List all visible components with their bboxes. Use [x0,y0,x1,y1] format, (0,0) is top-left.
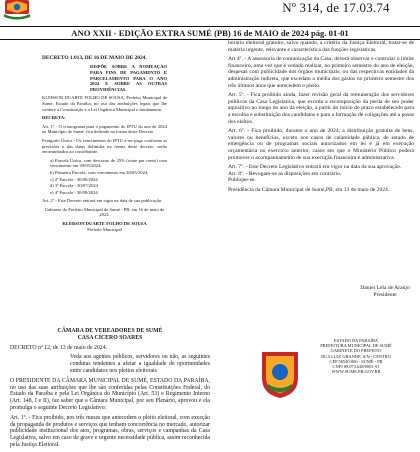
municipal-seal [258,348,302,400]
chamber-preamble: O PRESIDENTE DA CÂMARA MUNICIPAL DE SUMÉ, ESTADO DA PARAÍBA, no uso das suas atribuições que lhe são conferidas pelas Constituições Federal, do Estado da Paraíba e pela Lei Orgânica do Município (Art. 53) e Regimento Interno (Art. 148, I e II), faz saber que a Câmara Municipal, por seu Plenário, aprovou e ela promulga o seguinte Decreto Legislativo: [10,377,210,411]
list-item: e) 4ª Parcela - 30/08/2024 [50,189,98,195]
decree-article-2: Art. 2º - Este Decreto entrará em vigor na data de sua publicação. [42,198,163,204]
seal-line: RUA LUIZ GRANDE, S/N - CENTRO [321,353,391,359]
article-6: Art. 6º. - Fica proibido, durante o ano de 2024, a distribuição gratuita de bens, valores ou benefícios, exceto nos casos de calamidade pública, de estado de emergência ou de programas sociais autorizados em lei e já em execução orçamentária no exercício anterior, casos em que o Ministério Público poderá promover o acompanhamento de sua execução financeira e administrativa. [228,128,414,161]
decree-paragraph: Parágrafo Único - Os vencimentos do IPTU a ser pago conforme as previsões e das datas definidas na forma deste decreto, serão encaminhados ao contribuinte. [42,137,167,155]
president-role: Presidente [373,291,397,298]
article-4: Art 4º. - A assessoria de comunicação da Casa, deverá observar e controlar o limite financeiro, uma vez que é vedado realizar, no primeiro semestre do ano de eleição, despesas com publicidade dos órgãos municipais, ou das respectivas entidades da administração indireta, que excedam a média dos gastos no primeiro semestre dos três últimos anos que antecedem o pleito. [228,56,414,89]
chamber-name: CÂMARA DE VEREADORES DE SUMÉ [57,328,163,334]
list-item: c) 2ª Parcela - 30/06/2024 [50,176,98,182]
signer-role: Prefeito Municipal [87,226,122,232]
chamber-ementa: Veda aos agentes públicos, servidores ou não, as seguintes condutas tendentes a afetar a igualdade de oportunidades entre candidatos nos pleitos eleitorais [70,354,210,374]
president-signature [355,285,415,298]
article-7: Art. 7º. - Este Decreto Legislativo entrará em vigor na data da sua aprovação. [228,164,402,171]
right-intro: horário eleitoral gratuito, salvo quando, a critério da Justiça Eleitoral, tratar-se de matéria urgente, relevante e característica das funções legislativas. [228,40,414,53]
chamber-decree [10,328,210,452]
issue-number: Nº 314, de 17.03.74 [282,0,390,15]
seal-caption [306,338,406,374]
article-8: Art. 8º. - Revogam-se as disposições em contrário. [228,170,342,177]
publish-line: Publique-se. [228,177,256,184]
decree-decreta: DECRETA: [42,115,66,121]
seal-line: ESTADO DA PARAÍBA [333,338,379,343]
edition-header-bar: ANO XXII - EDIÇÃO EXTRA SUMÉ (PB) 16 de MAIO de 2024 pág. 01-01 [0,26,420,40]
decree-title: DECRETO 1.013, DE 16 DE MAIO DE 2024. [42,55,147,61]
list-item: a) Parcela Única, com desconto de 25% (vinte por cento) com vencimento em 30/05/2024; [50,157,167,169]
list-item: b) Primeira Parcela, com vencimento em 30/05/2024; [50,169,149,175]
decree-article-1: Art. 1º - O cronograma para o pagamento do IPTU do ano de 2024 ao Município de Sumé, fica definido na forma deste Decreto. [42,123,167,135]
president-name: Daniel Léla de Araújo [360,285,410,291]
installment-list [42,158,167,196]
chamber-article-1: Art. 1º. - Fica proibido, nos três meses que antecedem o pleito eleitoral, com exceção da propaganda de produtos e serviços que tenham concorrência no mercado, autorizar publicidade institucional dos atos, programas, obras, serviços e campanhas da Casa Legislativa, salvo em caso de grave e urgente necessidade pública, assim reconhecida pela Justiça Eleitoral. [10,414,210,448]
article-5: Art. 5º. - Fica proibido ainda, fazer revisão geral da remuneração dos servidores públicos da Casa Legislativa, que exceda a recomposição da perda de seu poder aquisitivo ao longo do ano da eleição, a partir do início do prazo estabelecido para a escolha e substituição dos candidatos e para a formação de coligações até a posse dos eleitos. [228,92,414,125]
list-item: d) 3ª Parcela - 30/07/2024 [50,183,98,189]
right-column [228,40,414,196]
chamber-house: CASA CÍCERO SOARES [77,334,143,341]
seal-line: CEP 58540-000 - SUMÉ - PB [329,358,383,364]
decree-summary: DISPÕE SOBRE A NOMEAÇÃO PARA FINS DE PAGAMENTO E PARCELAMENTO PARA O ANO 2024 E SOBRE AS OUTRAS PROVIDÊNCIAS. [90,64,167,92]
seal-line: CNPJ 09.073.628/0001-91 [332,364,380,370]
seal-line: GABINETE DO PREFEITO [330,348,382,354]
seal-line: WWW.SUME.PB.GOV.BR [331,369,381,375]
signer-name: KLEBSON DUARTE FOLHO DE SOUSA [62,221,147,227]
municipal-logo [2,0,32,20]
decree-preamble: KLEBSON DUARTE FOLHO DE SOUSA, Prefeito Municipal de Sumé, Estado da Paraíba, no uso das atribuições legais que lhe confere a Constituição e a Lei Orgânica Municipal e fundamento, [42,95,167,112]
decree-closing: Gabinete do Prefeito Municipal de Sumé - PB, em 16 de maio de 2024. [44,206,165,218]
right-closing: Presidência da Câmara Municipal de Sumé,PB, em 13 de maio de 2024. [228,186,390,193]
chamber-decree-line: DECRETO nº 12, de 13 de maio de 2024. [10,344,108,351]
municipal-decree [42,55,167,235]
seal-line: PREFEITURA MUNICIPAL DE SUMÉ [320,343,392,349]
